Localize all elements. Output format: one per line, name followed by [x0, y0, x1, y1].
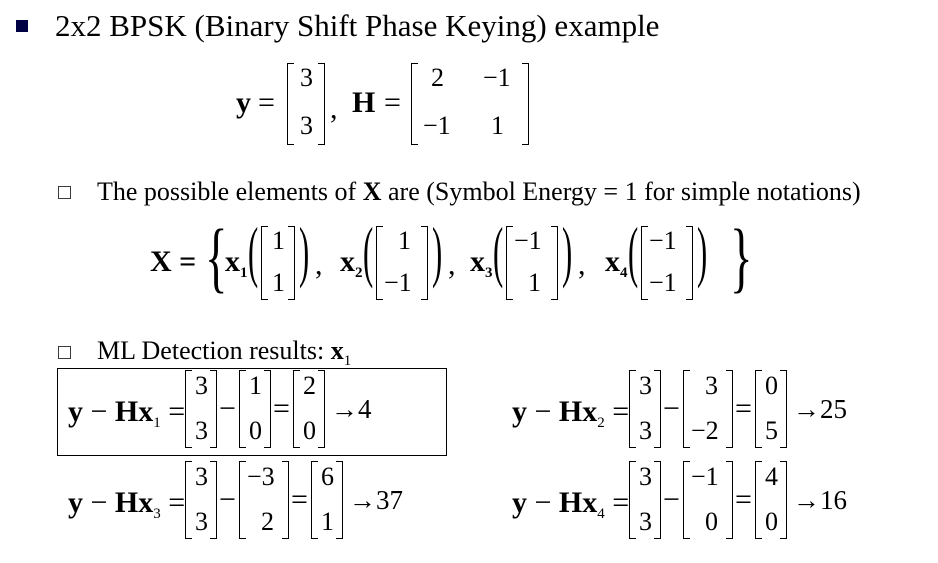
- bullet-elements: [97, 176, 861, 208]
- result-vector: [239, 370, 271, 448]
- bracket: [311, 461, 318, 539]
- matrix-cell: 1: [249, 371, 262, 400]
- y-symbol: y: [512, 486, 527, 519]
- matrix-cell: −1: [384, 268, 412, 297]
- matrix-cell: 0: [303, 416, 316, 445]
- x-symbol: [340, 245, 363, 282]
- minus-sign: −: [219, 392, 236, 425]
- matrix-cell: 4: [765, 462, 778, 491]
- matrix-cell: 3: [195, 462, 208, 491]
- matrix-cell: 1: [272, 268, 285, 297]
- matrix-cell: −3: [247, 462, 275, 491]
- equals-sign: =: [273, 392, 290, 425]
- arrow-icon: →: [331, 394, 358, 424]
- x-symbol: [470, 245, 493, 282]
- equals-sign: =: [160, 486, 186, 519]
- matrix-cell: −1: [649, 268, 677, 297]
- bracket: [506, 226, 513, 300]
- y-symbol: y: [68, 395, 83, 428]
- comma: ,: [578, 248, 586, 281]
- set-X-lhs: X =: [150, 245, 197, 278]
- result-lhs: [512, 486, 629, 523]
- bracket: [683, 370, 690, 448]
- bracket: [318, 370, 325, 448]
- bracket: [421, 226, 428, 300]
- result-lhs: [512, 395, 629, 432]
- bracket: [654, 370, 661, 448]
- equals-sign: =: [384, 86, 401, 119]
- result-vector: [239, 461, 289, 539]
- y-symbol: y: [68, 486, 83, 519]
- matrix-cell: 2: [261, 507, 274, 536]
- matrix-cell: 0: [705, 507, 718, 536]
- equals-sign: =: [258, 86, 275, 119]
- Hx-symbol: Hx: [114, 395, 154, 428]
- result-vector: [629, 370, 661, 448]
- y-symbol: y: [236, 86, 251, 119]
- x-symbol: x: [330, 336, 344, 365]
- matrix-cell: 1: [321, 507, 334, 536]
- subscript: 4: [597, 506, 605, 522]
- matrix-cell: 3: [639, 462, 652, 491]
- matrix-cell: 2: [431, 63, 444, 92]
- matrix-cell: 3: [300, 63, 313, 92]
- x-vector: [641, 226, 693, 300]
- y-symbol: y: [512, 395, 527, 428]
- bracket: [239, 461, 246, 539]
- matrix-cell: 3: [639, 416, 652, 445]
- matrix-cell: 3: [639, 371, 652, 400]
- result-value: [331, 394, 372, 425]
- matrix-cell: −1: [483, 63, 511, 92]
- left-brace: {: [205, 213, 228, 300]
- bracket: [641, 226, 648, 300]
- matrix-cell: −1: [423, 111, 451, 140]
- x-vector: [506, 226, 558, 300]
- distance-value: 25: [820, 394, 847, 424]
- bracket: [726, 370, 733, 448]
- minus-sign: −: [527, 395, 559, 428]
- minus-sign: −: [663, 392, 680, 425]
- matrix-cell: 3: [300, 111, 313, 140]
- x-letter: x: [605, 245, 620, 278]
- bullet-text: are (Symbol Energy = 1 for simple notations): [381, 177, 861, 206]
- matrix-cell: 1: [528, 268, 541, 297]
- comma: ,: [315, 248, 323, 281]
- result-vector: [683, 461, 733, 539]
- result-vector: [311, 461, 343, 539]
- left-paren: (: [363, 213, 374, 289]
- equals-sign: =: [604, 395, 630, 428]
- bracket: [726, 461, 733, 539]
- distance-value: 37: [376, 485, 403, 515]
- bracket: [654, 461, 661, 539]
- result-vector: [755, 461, 787, 539]
- bracket: [210, 461, 217, 539]
- x-letter: x: [470, 245, 485, 278]
- matrix-cell: 6: [321, 462, 334, 491]
- arrow-icon: →: [349, 485, 376, 515]
- bracket: [336, 461, 343, 539]
- sub-bullet-icon: [58, 186, 71, 199]
- bracket: [755, 370, 762, 448]
- equals-sign: =: [291, 483, 308, 516]
- minus-sign: −: [219, 483, 236, 516]
- subscript: 3: [153, 506, 161, 522]
- bracket: [210, 370, 217, 448]
- bullet-text: The possible elements of: [97, 177, 363, 206]
- result-vector: [293, 370, 325, 448]
- page-title: 2x2 BPSK (Binary Shift Phase Keying) example: [55, 8, 660, 43]
- result-lhs: [68, 395, 185, 432]
- result-value: [793, 394, 847, 425]
- X-symbol: X: [362, 177, 382, 206]
- result-vector: [185, 461, 217, 539]
- bracket: [185, 461, 192, 539]
- matrix-cell: 3: [639, 507, 652, 536]
- matrix-cell: 1: [272, 226, 285, 255]
- bracket: [282, 461, 289, 539]
- matrix-cell: −1: [691, 462, 719, 491]
- x-vector: [376, 226, 428, 300]
- right-paren: ): [562, 213, 573, 289]
- matrix-cell: 2: [303, 371, 316, 400]
- subscript: 2: [597, 415, 605, 431]
- bracket: [261, 226, 268, 300]
- comma: ,: [330, 92, 338, 125]
- result-vector: [683, 370, 733, 448]
- equals-sign: =: [735, 392, 752, 425]
- subscript: 1: [240, 265, 248, 281]
- matrix-cell: 5: [765, 416, 778, 445]
- H-matrix: [411, 63, 529, 145]
- subscript: 4: [620, 265, 628, 281]
- matrix-cell: −1: [514, 226, 542, 255]
- matrix-cell: 3: [195, 507, 208, 536]
- H-symbol: H: [352, 86, 376, 119]
- arrow-icon: →: [793, 485, 820, 515]
- equals-sign: =: [735, 483, 752, 516]
- matrix-cell: −2: [691, 416, 719, 445]
- bracket: [293, 370, 300, 448]
- Hx-symbol: Hx: [114, 486, 154, 519]
- matrix-cell: 3: [195, 416, 208, 445]
- minus-sign: −: [83, 395, 115, 428]
- bracket: [629, 370, 636, 448]
- matrix-cell: −1: [649, 226, 677, 255]
- result-lhs: [68, 486, 185, 523]
- title-bullet: [16, 20, 28, 32]
- right-paren: ): [299, 213, 310, 289]
- minus-sign: −: [663, 483, 680, 516]
- left-paren: (: [493, 213, 504, 289]
- bullet-text: ML Detection results:: [97, 336, 331, 365]
- result-vector: [629, 461, 661, 539]
- minus-sign: −: [83, 486, 115, 519]
- bracket: [185, 370, 192, 448]
- equals-sign: =: [160, 395, 186, 428]
- bracket: [683, 461, 690, 539]
- result-value: [349, 485, 403, 516]
- comma: ,: [448, 248, 456, 281]
- matrix-cell: 1: [398, 226, 411, 255]
- bracket: [551, 226, 558, 300]
- Hx-symbol: Hx: [558, 395, 598, 428]
- matrix-cell: 0: [765, 371, 778, 400]
- bracket: [755, 461, 762, 539]
- sub-bullet-icon: [58, 346, 71, 359]
- bracket: [686, 226, 693, 300]
- bracket: [629, 461, 636, 539]
- arrow-icon: →: [793, 394, 820, 424]
- result-vector: [755, 370, 787, 448]
- result-vector: [185, 370, 217, 448]
- subscript: 1: [343, 353, 352, 369]
- bracket: [239, 370, 246, 448]
- bracket: [376, 226, 383, 300]
- bracket: [288, 226, 295, 300]
- matrix-cell: 1: [491, 111, 504, 140]
- matrix-cell: 3: [195, 371, 208, 400]
- bracket: [780, 461, 787, 539]
- matrix-cell: 0: [249, 416, 262, 445]
- left-paren: (: [248, 213, 259, 289]
- distance-value: 16: [820, 485, 847, 515]
- subscript: 1: [153, 415, 161, 431]
- subscript: 2: [355, 265, 363, 281]
- right-brace: }: [730, 213, 753, 300]
- subscript: 3: [485, 265, 493, 281]
- equals-sign: =: [604, 486, 630, 519]
- x-letter: x: [340, 245, 355, 278]
- result-value: [793, 485, 847, 516]
- right-paren: ): [432, 213, 443, 289]
- bracket: [780, 370, 787, 448]
- Hx-symbol: Hx: [558, 486, 598, 519]
- matrix-cell: 3: [705, 371, 718, 400]
- y-vector: [287, 63, 325, 145]
- x-symbol: [225, 245, 248, 282]
- left-paren: (: [628, 213, 639, 289]
- distance-value: 4: [358, 394, 372, 424]
- minus-sign: −: [527, 486, 559, 519]
- bracket: [264, 370, 271, 448]
- x-symbol: [605, 245, 628, 282]
- right-paren: ): [697, 213, 708, 289]
- matrix-cell: 0: [765, 507, 778, 536]
- x-letter: x: [225, 245, 240, 278]
- x-vector: [261, 226, 295, 300]
